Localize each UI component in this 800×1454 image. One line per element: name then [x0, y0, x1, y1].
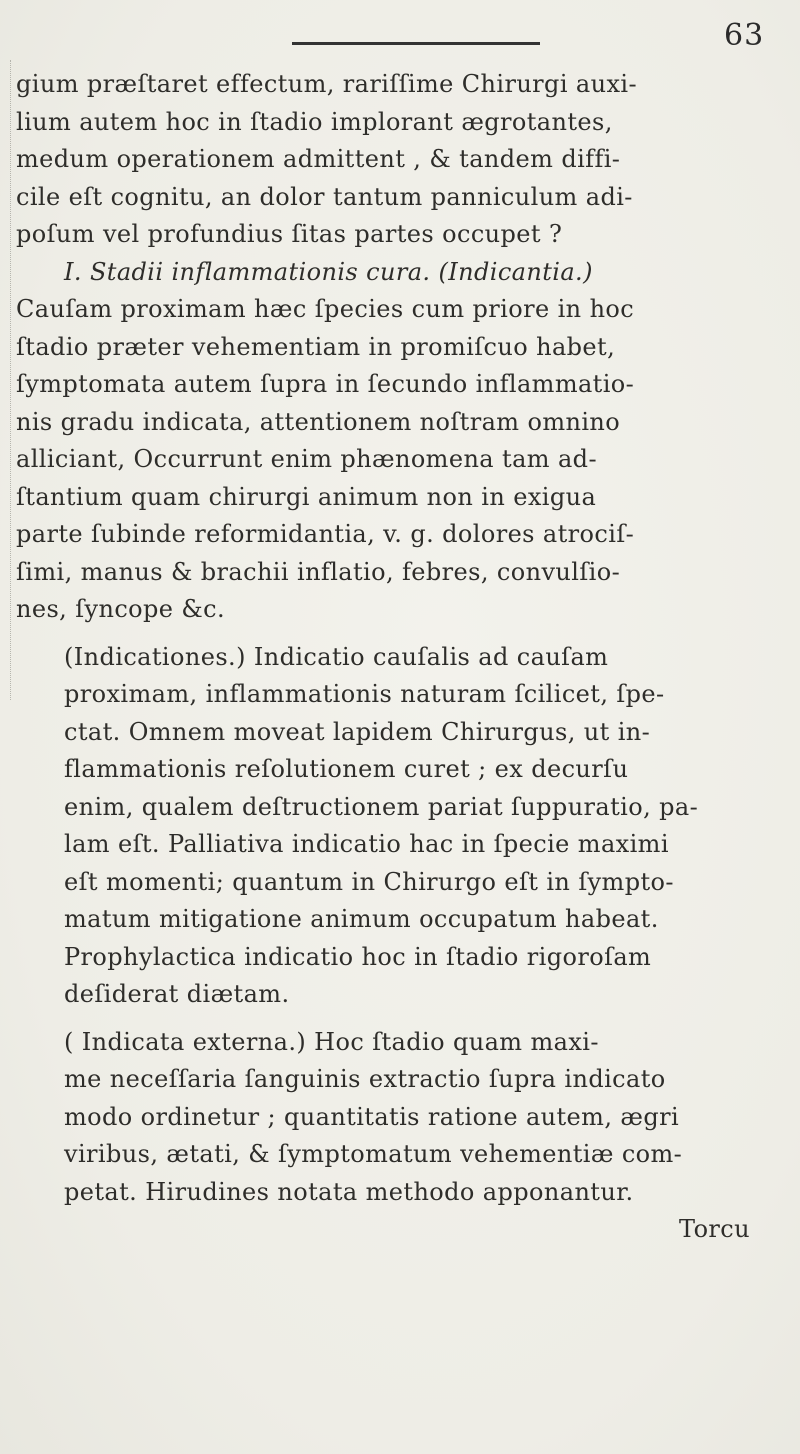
text-line: (Indicationes.) Indicatio cauſalis ad cauſam	[64, 642, 609, 671]
binding-edge	[0, 60, 11, 700]
text-line: nis gradu indicata, attentionem noſtram omnino	[16, 407, 621, 436]
text-line: gium præſtaret effectum, rariſſime Chirurgi auxi-	[16, 70, 638, 98]
paragraph-gap	[16, 1014, 796, 1024]
text-line: flammationis reſolutionem curet ; ex decurſu	[64, 755, 629, 783]
text-line: cile eſt cognitu, an dolor tantum panniculum adi-	[16, 182, 633, 211]
section-heading-text: I. Stadii inflammationis cura. (Indicantia.)	[64, 257, 593, 286]
page-number: 63	[724, 18, 765, 53]
text-line: petat. Hirudines notata methodo apponantur.	[64, 1177, 634, 1206]
header-rule	[292, 42, 540, 45]
text-line: Cauſam proximam hæc ſpecies cum priore in hoc	[16, 295, 635, 323]
text-line: alliciant, Occurrunt enim phænomena tam ad-	[16, 445, 597, 473]
text-line: deſiderat diætam.	[64, 980, 290, 1008]
text-line: ſymptomata autem ſupra in ſecundo inflammatio-	[16, 370, 635, 398]
text-line: enim, qualem deſtructionem pariat ſuppuratio, pa-	[64, 792, 699, 821]
text-line: poſum vel profundius ſitas partes occupet ?	[16, 220, 563, 248]
text-line: proximam, inflammationis naturam ſcilicet, ſpe-	[64, 680, 665, 708]
text-line: Prophylactica indicatio hoc in ſtadio rigoroſam	[64, 942, 652, 971]
text-line: me neceſſaria ſanguinis extractio ſupra indicato	[64, 1065, 666, 1093]
text-line: lium autem hoc in ſtadio implorant ægrotantes,	[16, 107, 613, 136]
text-line: ſtadio præter vehementiam in promiſcuo habet,	[16, 332, 616, 361]
catchword: Torcu	[679, 1215, 750, 1243]
text-line: ſimi, manus & brachii inflatio, febres, convulſio-	[16, 557, 621, 586]
section-heading	[16, 254, 796, 292]
paragraph-gap	[16, 629, 796, 639]
text-line: medum operationem admittent , & tandem diffi-	[16, 145, 621, 173]
text-line: parte ſubinde reformidantia, v. g. dolores atrociſ-	[16, 520, 635, 548]
body-text	[16, 66, 796, 1249]
text-line: viribus, ætati, & ſymptomatum vehementiæ com-	[64, 1140, 683, 1168]
text-line: matum mitigatione animum occupatum habeat.	[64, 905, 659, 933]
text-line: ctat. Omnem moveat lapidem Chirurgus, ut in-	[64, 717, 651, 746]
text-line: lam eſt. Palliativa indicatio hac in ſpecie maximi	[64, 830, 669, 858]
text-line: nes, ſyncope &c.	[16, 595, 226, 623]
text-line: ſtantium quam chirurgi animum non in exigua	[16, 482, 597, 511]
text-line: modo ordinetur ; quantitatis ratione autem, ægri	[64, 1102, 680, 1131]
text-line: ( Indicata externa.) Hoc ſtadio quam maxi-	[64, 1027, 599, 1056]
text-line: eſt momenti; quantum in Chirurgo eſt in ſympto-	[64, 867, 674, 896]
